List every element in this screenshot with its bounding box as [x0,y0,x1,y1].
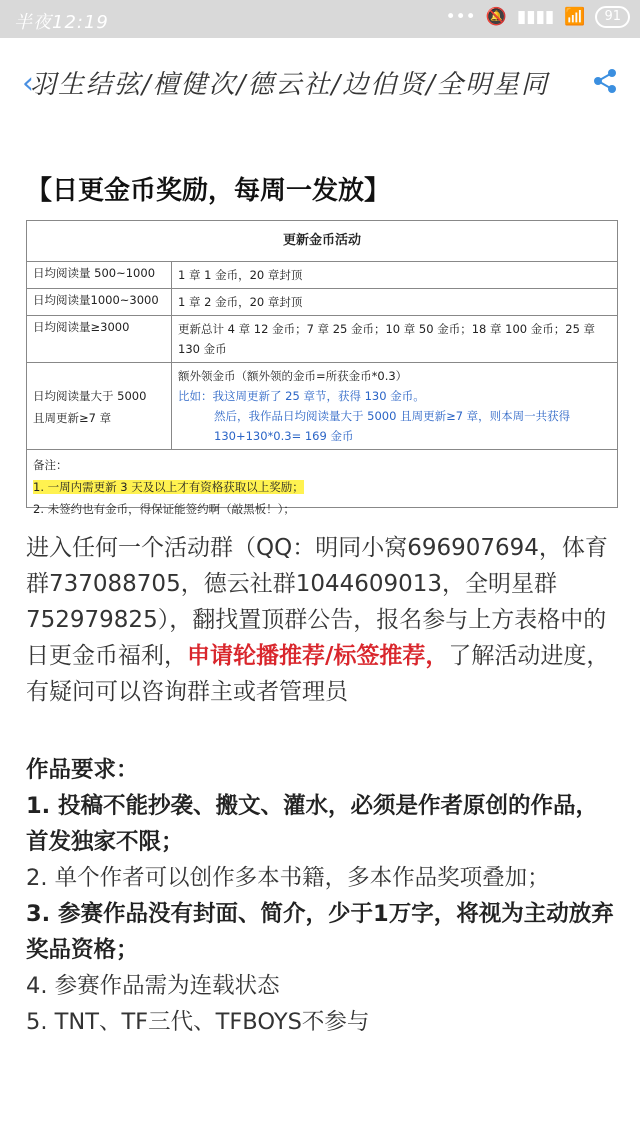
status-time: 半夜12:19 [14,12,109,33]
extra-line2: 比如：我这周更新了 25 章节，获得 130 金币。 [178,389,425,403]
requirements-section [26,752,616,1040]
intro-paragraph [26,530,616,710]
table-cell-label: 日均阅读量1000~3000 [27,289,172,315]
wifi-icon: 📶 [564,7,586,27]
status-icons [446,6,630,28]
award-title: 【日更金币奖励，每周一发放】 [26,176,391,206]
note-item [33,476,611,498]
extra-label-line1: 日均阅读量大于 5000 [33,389,147,403]
requirement-item: 5. TNT、TF三代、TFBOYS不参与 [26,1009,370,1035]
extra-label-line2: 且周更新≥7 章 [33,411,112,425]
reward-table-image [26,220,618,516]
extra-line1: 额外领金币（额外领的金币=所获金币*0.3） [178,369,408,383]
note-item: 2. 未签约也有金币，得保证能签约啊（敲黑板！）； [33,502,295,516]
intro-text: 进入任何一个活动群（QQ：明同小窝696907694，体育群737088705，德云社群1044609013，全明星群752979825），翻找置顶群公告，报名参与上方表格中的日更金币福利， [26,535,608,669]
battery-indicator: 91 [595,6,630,28]
status-bar [0,0,640,38]
requirement-item: 1. 投稿不能抄袭、搬文、灌水，必须是作者原创的作品，首发独家不限； [26,793,599,855]
signal-icon: ▮▮▮▮ [516,7,555,27]
table-cell-label: 日均阅读量 500~1000 [27,262,172,288]
table-row [27,262,617,289]
table-title: 更新金币活动 [27,221,617,262]
extra-line3: 然后，我作品日均阅读量大于 5000 且周更新≥7 章，则本周一共获得 130+130*0.3= 169 金币 [214,409,571,443]
more-dots-icon: ••• [445,7,476,27]
page-title: 羽生结弦/檀健次/德云社/边伯贤/全明星同 [30,70,550,100]
table-cell-label [27,363,172,449]
intro-tail: 了解活动进度，有疑问可以咨询群主或者管理员 [26,643,610,705]
table-cell-value: 更新总计 4 章 12 金币；7 章 25 金币；10 章 50 金币；18 章 100 金币；25 章 130 金币 [178,322,596,356]
share-icon[interactable] [592,68,618,98]
requirement-item: 2. 单个作者可以创作多本书籍，多本作品奖项叠加； [26,865,550,891]
table-row [27,289,617,316]
mute-bell-icon: 🔕 [485,7,507,27]
requirements-heading: 作品要求： [26,757,139,783]
requirement-item: 4. 参赛作品需为连载状态 [26,973,280,999]
table-cell-label: 日均阅读量≥3000 [27,316,172,362]
back-chevron-icon[interactable]: ‹ [22,66,34,101]
article-header [0,38,640,130]
note-highlight: 1. 一周内需更新 3 天及以上才有资格获取以上奖励； [33,480,304,494]
table-cell-value: 1 章 1 金币，20 章封顶 [178,268,303,282]
notes-title: 备注： [33,458,68,472]
intro-highlight: 申请轮播推荐/标签推荐， [187,643,449,669]
requirement-item: 3. 参赛作品没有封面、简介，少于1万字，将视为主动放弃奖品资格； [26,901,614,963]
table-notes [27,450,617,524]
table-cell-value: 1 章 2 金币，20 章封顶 [178,295,303,309]
table-cell-value [172,363,617,449]
table-row [27,316,617,363]
table-row-extra [27,363,617,450]
